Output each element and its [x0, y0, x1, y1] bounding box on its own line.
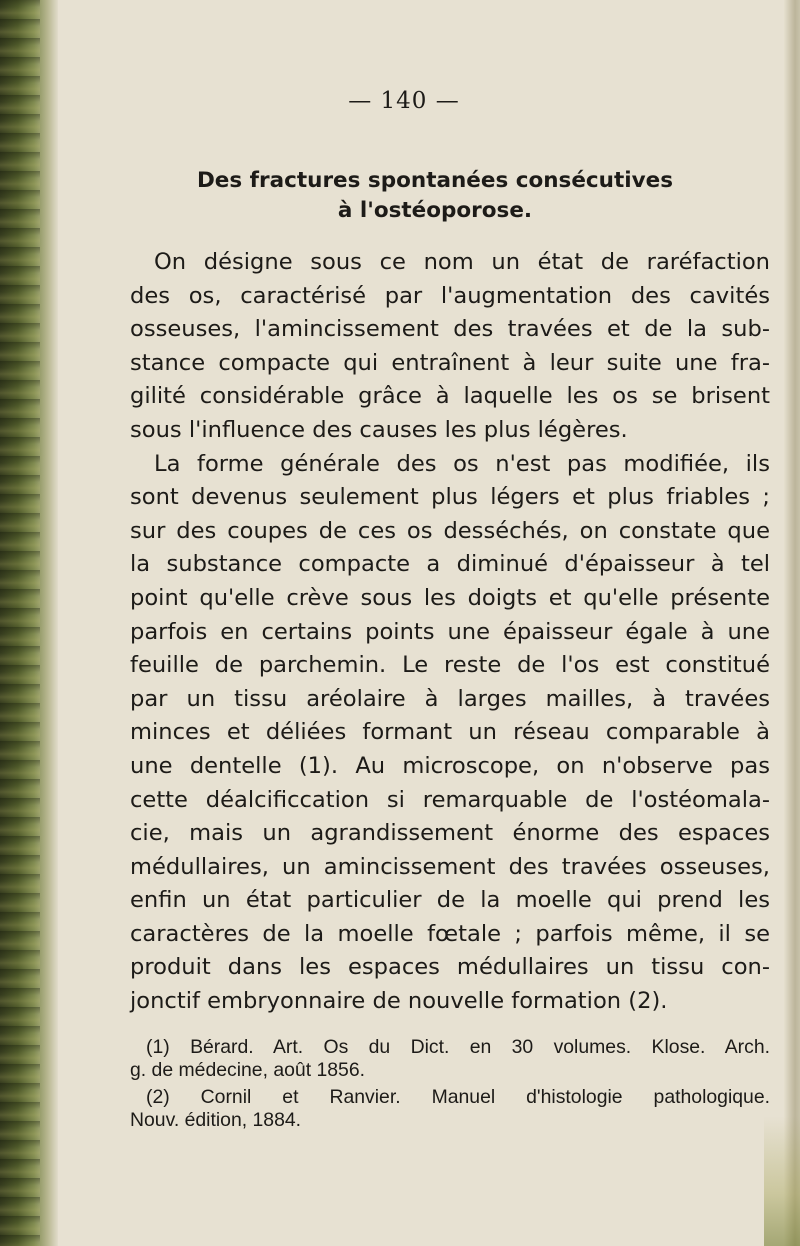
- footnote-2-line: (2) Cornil et Ranvier. Manuel d'histologie pathologique.: [146, 1086, 770, 1108]
- text-line: stance compacte qui entraînent à leur suite une fra-: [130, 349, 770, 376]
- footnote-1-line: (1) Bérard. Art. Os du Dict. en 30 volumes. Klose. Arch.: [146, 1036, 770, 1058]
- text-line: jonctif embryonnaire de nouvelle formation (2).: [130, 988, 668, 1015]
- page-number: — 140 —: [348, 88, 460, 114]
- text-line: caractères de la moelle fœtale ; parfois même, il se: [130, 920, 770, 947]
- text-line: point qu'elle crève sous les doigts et qu'elle présente: [130, 584, 770, 611]
- text-line: sur des coupes de ces os desséchés, on constate que: [130, 517, 770, 544]
- text-line: cette déalcificcation si remarquable de l'ostéomala-: [130, 786, 770, 813]
- text-line: par un tissu aréolaire à larges mailles, à travées: [130, 685, 770, 712]
- text-line: produit dans les espaces médullaires un tissu con-: [130, 954, 770, 981]
- text-line: On désigne sous ce nom un état de raréfaction: [154, 249, 770, 275]
- footnotes: [130, 1036, 770, 1131]
- text-line: sont devenus seulement plus légers et plus friables ;: [130, 484, 770, 511]
- text-line: sous l'influence des causes les plus légères.: [130, 416, 628, 443]
- text-line: minces et déliées formant un réseau comparable à: [130, 719, 770, 746]
- text-line: La forme générale des os n'est pas modifiée, ils: [154, 450, 770, 477]
- text-line: gilité considérable grâce à laquelle les os se brisent: [130, 383, 770, 410]
- section-title-line-2: à l'ostéoporose.: [337, 198, 533, 223]
- text-line: une dentelle (1). Au microscope, on n'observe pas: [130, 752, 770, 779]
- body-text: [130, 246, 770, 1019]
- section-title: [130, 166, 740, 226]
- text-line: feuille de parchemin. Le reste de l'os est constitué: [130, 652, 770, 679]
- section-title-line-1: Des fractures spontanées consécutives: [196, 168, 674, 193]
- text-line: parfois en certains points une épaisseur égale à une: [130, 618, 770, 645]
- page-stain: [764, 1116, 800, 1246]
- text-line: osseuses, l'amincissement des travées et de la sub-: [130, 316, 770, 343]
- binding-texture: [0, 0, 40, 1246]
- text-line: la substance compacte a diminué d'épaisseur à tel: [130, 551, 770, 578]
- text-line: enfin un état particulier de la moelle qui prend les: [130, 887, 770, 914]
- footnote-2-line: Nouv. édition, 1884.: [130, 1108, 302, 1131]
- text-line: cie, mais un agrandissement énorme des espaces: [130, 820, 770, 847]
- text-line: des os, caractérisé par l'augmentation des cavités: [130, 282, 770, 309]
- page-edge: [784, 0, 800, 1246]
- footnote-1-line: g. de médecine, août 1856.: [130, 1058, 366, 1081]
- text-line: médullaires, un amincissement des travées osseuses,: [130, 853, 770, 880]
